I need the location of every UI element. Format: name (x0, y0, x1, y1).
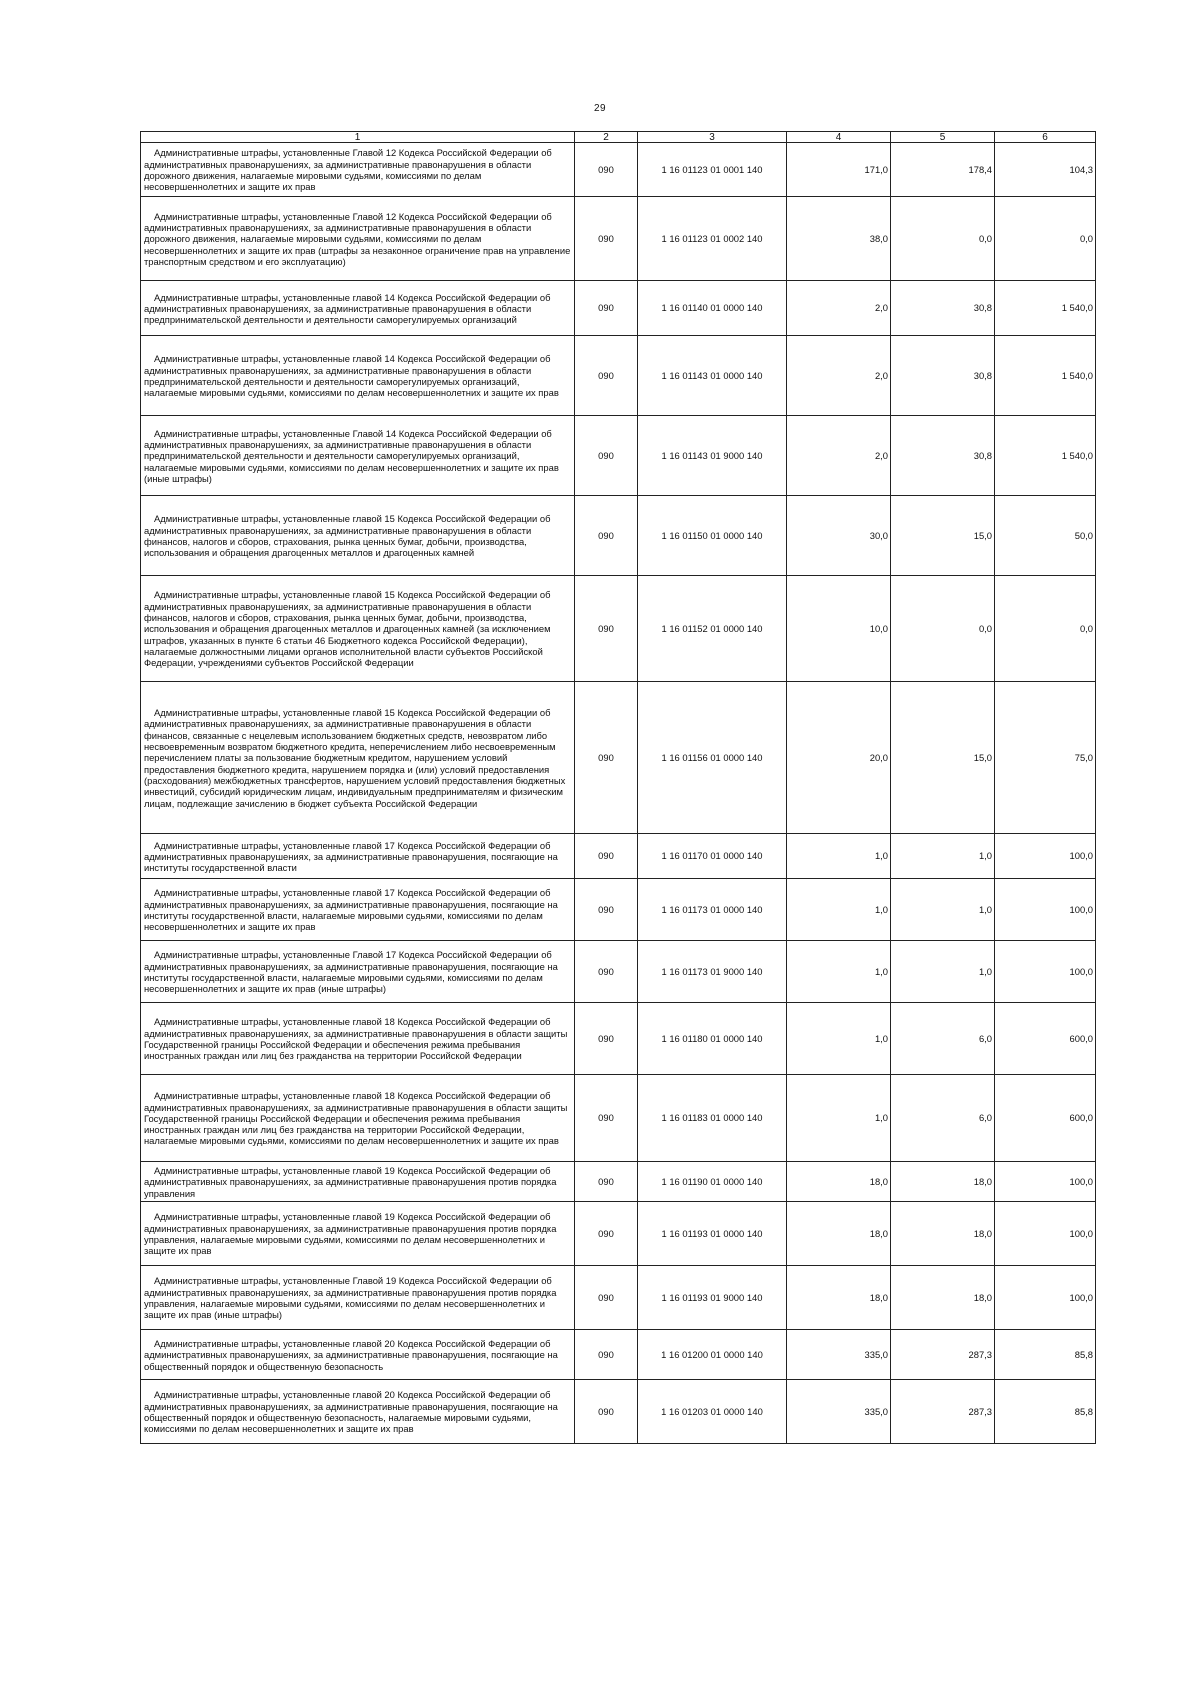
row-value-col4-text: 20,0 (869, 751, 888, 763)
row-value-col6 (995, 1003, 1096, 1075)
row-description (141, 834, 575, 879)
row-budget-code (638, 879, 787, 941)
row-value-col6-text: 600,0 (1069, 1032, 1093, 1044)
table-row (141, 682, 1096, 834)
revenue-table (140, 131, 1096, 1444)
row-description (141, 416, 575, 496)
row-value-col5 (891, 682, 995, 834)
table-header-row (141, 132, 1096, 143)
row-value-col6-text: 0,0 (1079, 622, 1093, 634)
row-value-col4-text: 18,0 (869, 1227, 888, 1239)
row-description-text: Административные штрафы, установленные главой 18 Кодекса Российской Федерации об административных правонарушениях, за административные правонарушения в области защиты Государственной границы Российской Федерации и обеспечения режима пребывания иностранных граждан или лиц без гражданства на территории Российской Федерации (144, 1016, 568, 1062)
row-value-col6 (995, 143, 1096, 197)
row-value-col4 (787, 1202, 891, 1266)
row-description (141, 1380, 575, 1444)
row-value-col4 (787, 336, 891, 416)
row-value-col4-text: 2,0 (874, 302, 888, 314)
row-admin-code (575, 416, 638, 496)
column-header-6: 6 (995, 132, 1096, 143)
row-value-col4-text: 10,0 (869, 622, 888, 634)
row-value-col6-text: 75,0 (1074, 751, 1093, 763)
row-value-col6-text: 100,0 (1069, 965, 1093, 977)
row-value-col5-text: 6,0 (978, 1112, 992, 1124)
row-value-col5-text: 18,0 (973, 1175, 992, 1187)
row-budget-code-text: 1 16 01180 01 0000 140 (661, 1032, 763, 1044)
row-description (141, 197, 575, 281)
row-admin-code-text: 090 (598, 449, 614, 461)
row-admin-code (575, 336, 638, 416)
row-admin-code (575, 1380, 638, 1444)
row-value-col4-text: 335,0 (864, 1348, 888, 1360)
row-value-col6 (995, 496, 1096, 576)
table-row (141, 1266, 1096, 1330)
row-value-col5-text: 15,0 (973, 751, 992, 763)
row-admin-code-text: 090 (598, 1112, 614, 1124)
row-budget-code-text: 1 16 01173 01 0000 140 (661, 903, 763, 915)
row-value-col4-text: 1,0 (874, 1112, 888, 1124)
row-budget-code-text: 1 16 01170 01 0000 140 (661, 850, 763, 862)
row-budget-code (638, 496, 787, 576)
row-value-col4 (787, 143, 891, 197)
row-description-text: Административные штрафы, установленные главой 19 Кодекса Российской Федерации об административных правонарушениях, за административные правонарушения против порядка управления, налагаемые мировыми судьями, комиссиями по делам несовершеннолетних и защите их прав (144, 1211, 557, 1257)
row-budget-code (638, 834, 787, 879)
row-value-col4 (787, 1266, 891, 1330)
page-number: 29 (593, 103, 607, 114)
row-admin-code-text: 090 (598, 1405, 614, 1417)
row-budget-code (638, 143, 787, 197)
row-budget-code (638, 1266, 787, 1330)
row-admin-code (575, 682, 638, 834)
row-admin-code (575, 143, 638, 197)
row-budget-code-text: 1 16 01200 01 0000 140 (661, 1348, 763, 1360)
row-admin-code (575, 941, 638, 1003)
row-value-col4-text: 18,0 (869, 1291, 888, 1303)
row-value-col5-text: 0,0 (978, 232, 992, 244)
table-row (141, 1075, 1096, 1162)
row-description-text: Административные штрафы, установленные главой 19 Кодекса Российской Федерации об административных правонарушениях, за административные правонарушения против порядка управления (144, 1165, 557, 1199)
row-budget-code-text: 1 16 01123 01 0001 140 (661, 163, 763, 175)
row-description (141, 1003, 575, 1075)
row-description-text: Административные штрафы, установленные Главой 14 Кодекса Российской Федерации об административных правонарушениях, за административные правонарушения в области предпринимательской деятельности и деятельности саморегулируемых организаций, налагаемые мировыми судьями, комиссиями по делам несовершеннолетних и защите их прав (иные штрафы) (144, 427, 559, 484)
row-value-col5 (891, 197, 995, 281)
row-value-col6-text: 1 540,0 (1061, 449, 1093, 461)
row-value-col6 (995, 1330, 1096, 1380)
row-admin-code-text: 090 (598, 1032, 614, 1044)
row-value-col6-text: 100,0 (1069, 1175, 1093, 1187)
row-budget-code (638, 682, 787, 834)
row-admin-code-text: 090 (598, 369, 614, 381)
row-value-col5-text: 18,0 (973, 1291, 992, 1303)
row-description-text: Административные штрафы, установленные главой 15 Кодекса Российской Федерации об административных правонарушениях, за административные правонарушения в области финансов, связанные с нецелевым использованием бюджетных средств, невозвратом либо несвоевременным возвратом бюджетного кредита, неперечислением либо несвоевременным перечислением платы за пользование бюджетным кредитом, нарушением условий предоставления бюджетного кредита, нарушением порядка и (или) условий предоставления (расходования) межбюджетных трансфертов, нарушением условий предоставления бюджетных инвестиций, субсидий юридическим лицам, индивидуальным предпринимателям и физическим лицам, подлежащие зачислению в бюджет субъекта Российской Федерации (144, 707, 566, 809)
row-admin-code-text: 090 (598, 622, 614, 634)
row-description-text: Административные штрафы, установленные главой 15 Кодекса Российской Федерации об административных правонарушениях, за административные правонарушения в области финансов, налогов и сборов, страхования, рынка ценных бумаг, добычи, производства, использования и обращения драгоценных металлов и драгоценных камней (144, 513, 551, 559)
row-budget-code (638, 1003, 787, 1075)
row-value-col4-text: 38,0 (869, 232, 888, 244)
table-row (141, 197, 1096, 281)
table-row (141, 1380, 1096, 1444)
row-description-text: Административные штрафы, установленные главой 18 Кодекса Российской Федерации об административных правонарушениях, за административные правонарушения в области защиты Государственной границы Российской Федерации и обеспечения режима пребывания иностранных граждан или лиц без гражданства на территории Российской Федерации, налагаемые мировыми судьями, комиссиями по делам несовершеннолетних и защите их прав (144, 1090, 568, 1147)
row-admin-code-text: 090 (598, 1175, 614, 1187)
row-budget-code (638, 336, 787, 416)
row-value-col5 (891, 1330, 995, 1380)
table-row (141, 1162, 1096, 1202)
row-admin-code (575, 1330, 638, 1380)
row-value-col4 (787, 281, 891, 336)
row-value-col6 (995, 197, 1096, 281)
row-value-col5-text: 1,0 (978, 903, 992, 915)
row-budget-code-text: 1 16 01152 01 0000 140 (661, 622, 763, 634)
row-value-col4-text: 171,0 (864, 163, 888, 175)
row-description (141, 496, 575, 576)
row-description (141, 143, 575, 197)
row-admin-code (575, 1075, 638, 1162)
table-row (141, 1330, 1096, 1380)
row-admin-code-text: 090 (598, 751, 614, 763)
row-value-col5-text: 1,0 (978, 850, 992, 862)
row-admin-code-text: 090 (598, 163, 614, 175)
row-budget-code-text: 1 16 01140 01 0000 140 (661, 302, 763, 314)
row-budget-code (638, 1202, 787, 1266)
row-value-col6 (995, 416, 1096, 496)
row-value-col4 (787, 1003, 891, 1075)
row-description (141, 941, 575, 1003)
row-value-col6 (995, 281, 1096, 336)
row-description (141, 1162, 575, 1202)
row-admin-code (575, 1266, 638, 1330)
row-value-col6-text: 104,3 (1069, 163, 1093, 175)
row-description-text: Административные штрафы, установленные главой 20 Кодекса Российской Федерации об административных правонарушениях, за административные правонарушения, посягающие на общественный порядок и общественную безопасность, налагаемые мировыми судьями, комиссиями по делам несовершеннолетних и защите их прав (144, 1389, 558, 1435)
row-value-col6-text: 600,0 (1069, 1112, 1093, 1124)
row-description-text: Административные штрафы, установленные Главой 12 Кодекса Российской Федерации об административных правонарушениях, за административные правонарушения в области дорожного движения, налагаемые мировыми судьями, комиссиями по делам несовершеннолетних и защите их прав (штрафы за незаконное ограничение прав на управление транспортным средством и его эксплуатацию) (144, 210, 571, 267)
row-value-col5-text: 0,0 (978, 622, 992, 634)
row-description-text: Административные штрафы, установленные главой 14 Кодекса Российской Федерации об административных правонарушениях, за административные правонарушения в области предпринимательской деятельности и деятельности саморегулируемых организаций (144, 291, 551, 326)
row-value-col5-text: 15,0 (973, 529, 992, 541)
row-budget-code-text: 1 16 01193 01 9000 140 (661, 1291, 763, 1303)
row-value-col5 (891, 281, 995, 336)
row-budget-code (638, 416, 787, 496)
table-body (141, 143, 1096, 1444)
row-budget-code (638, 197, 787, 281)
row-value-col6 (995, 336, 1096, 416)
row-admin-code-text: 090 (598, 1227, 614, 1239)
table-row (141, 336, 1096, 416)
row-value-col5-text: 30,8 (973, 302, 992, 314)
row-description (141, 281, 575, 336)
row-value-col4-text: 1,0 (874, 850, 888, 862)
row-description-text: Административные штрафы, установленные главой 17 Кодекса Российской Федерации об административных правонарушениях, за административные правонарушения, посягающие на институты государственной власти, налагаемые мировыми судьями, комиссиями по делам несовершеннолетних и защите их прав (144, 887, 558, 933)
row-value-col5 (891, 336, 995, 416)
row-value-col4-text: 1,0 (874, 903, 888, 915)
row-value-col6-text: 85,8 (1074, 1348, 1093, 1360)
row-value-col4 (787, 416, 891, 496)
row-value-col5 (891, 941, 995, 1003)
column-header-4: 4 (787, 132, 891, 143)
row-admin-code-text: 090 (598, 1291, 614, 1303)
row-value-col5 (891, 143, 995, 197)
table-row (141, 1202, 1096, 1266)
row-value-col5-text: 1,0 (978, 965, 992, 977)
row-value-col6 (995, 941, 1096, 1003)
row-value-col4 (787, 1330, 891, 1380)
row-budget-code (638, 1330, 787, 1380)
row-value-col6 (995, 1380, 1096, 1444)
row-value-col5 (891, 879, 995, 941)
row-description (141, 1266, 575, 1330)
row-description-text: Административные штрафы, установленные Главой 19 Кодекса Российской Федерации об административных правонарушениях, за административные правонарушения против порядка управления, налагаемые мировыми судьями, комиссиями по делам несовершеннолетних и защите их прав (иные штрафы) (144, 1275, 557, 1321)
table-row (141, 416, 1096, 496)
row-value-col4 (787, 941, 891, 1003)
row-admin-code (575, 281, 638, 336)
row-description (141, 879, 575, 941)
row-value-col6-text: 1 540,0 (1061, 302, 1093, 314)
row-admin-code (575, 496, 638, 576)
row-admin-code-text: 090 (598, 232, 614, 244)
row-description-text: Административные штрафы, установленные Главой 17 Кодекса Российской Федерации об административных правонарушениях, за административные правонарушения, посягающие на институты государственной власти, налагаемые мировыми судьями, комиссиями по делам несовершеннолетних и защите их прав (иные штрафы) (144, 949, 558, 995)
row-description (141, 1330, 575, 1380)
row-budget-code-text: 1 16 01193 01 0000 140 (661, 1227, 763, 1239)
row-admin-code-text: 090 (598, 302, 614, 314)
row-value-col6 (995, 1075, 1096, 1162)
row-value-col6-text: 85,8 (1074, 1405, 1093, 1417)
row-value-col5 (891, 834, 995, 879)
row-description-text: Административные штрафы, установленные главой 20 Кодекса Российской Федерации об административных правонарушениях, за административные правонарушения, посягающие на общественный порядок и общественную безопасность (144, 1338, 558, 1372)
row-description (141, 336, 575, 416)
table-row (141, 496, 1096, 576)
table-row (141, 1003, 1096, 1075)
table-row (141, 879, 1096, 941)
row-admin-code-text: 090 (598, 850, 614, 862)
row-admin-code (575, 197, 638, 281)
row-value-col5 (891, 1075, 995, 1162)
row-value-col5 (891, 1266, 995, 1330)
row-value-col6 (995, 1202, 1096, 1266)
row-budget-code (638, 281, 787, 336)
row-value-col5 (891, 1003, 995, 1075)
row-value-col4 (787, 576, 891, 682)
row-value-col4 (787, 1162, 891, 1202)
row-value-col4 (787, 1075, 891, 1162)
row-value-col4-text: 2,0 (874, 369, 888, 381)
row-value-col4-text: 30,0 (869, 529, 888, 541)
row-admin-code (575, 879, 638, 941)
row-admin-code-text: 090 (598, 529, 614, 541)
row-description-text: Административные штрафы, установленные главой 14 Кодекса Российской Федерации об административных правонарушениях, за административные правонарушения в области предпринимательской деятельности и деятельности саморегулируемых организаций, налагаемые мировыми судьями, комиссиями по делам несовершеннолетних и защите их прав (144, 353, 559, 399)
row-value-col5-text: 30,8 (973, 369, 992, 381)
row-admin-code-text: 090 (598, 1348, 614, 1360)
row-value-col6 (995, 1162, 1096, 1202)
table-row (141, 576, 1096, 682)
row-value-col5 (891, 496, 995, 576)
row-value-col6-text: 50,0 (1074, 529, 1093, 541)
row-value-col6 (995, 879, 1096, 941)
row-description-text: Административные штрафы, установленные главой 17 Кодекса Российской Федерации об административных правонарушениях, за административные правонарушения, посягающие на институты государственной власти (144, 839, 558, 874)
row-value-col4 (787, 197, 891, 281)
row-value-col5 (891, 1380, 995, 1444)
row-description (141, 682, 575, 834)
row-description (141, 1202, 575, 1266)
row-value-col4 (787, 682, 891, 834)
revenue-table-container (140, 131, 1093, 1444)
row-value-col5-text: 287,3 (968, 1348, 992, 1360)
row-admin-code (575, 576, 638, 682)
row-value-col6-text: 1 540,0 (1061, 369, 1093, 381)
row-value-col4-text: 2,0 (874, 449, 888, 461)
row-value-col5-text: 6,0 (978, 1032, 992, 1044)
row-value-col5 (891, 1162, 995, 1202)
row-budget-code-text: 1 16 01123 01 0002 140 (661, 232, 763, 244)
row-description (141, 1075, 575, 1162)
row-budget-code-text: 1 16 01173 01 9000 140 (661, 965, 763, 977)
row-value-col6-text: 100,0 (1069, 903, 1093, 915)
row-value-col6 (995, 682, 1096, 834)
row-admin-code-text: 090 (598, 965, 614, 977)
row-admin-code (575, 1162, 638, 1202)
row-value-col5-text: 18,0 (973, 1227, 992, 1239)
row-budget-code-text: 1 16 01183 01 0000 140 (661, 1112, 763, 1124)
table-row (141, 143, 1096, 197)
row-value-col6-text: 100,0 (1069, 1291, 1093, 1303)
table-row (141, 281, 1096, 336)
row-value-col5 (891, 1202, 995, 1266)
row-admin-code (575, 834, 638, 879)
table-row (141, 834, 1096, 879)
row-budget-code-text: 1 16 01156 01 0000 140 (661, 751, 763, 763)
row-description-text: Административные штрафы, установленные главой 15 Кодекса Российской Федерации об административных правонарушениях, за административные правонарушения в области финансов, налогов и сборов, страхования, рынка ценных бумаг, добычи, производства, использования и обращения драгоценных металлов и драгоценных камней (за исключением штрафов, указанных в пункте 6 статьи 46 Бюджетного кодекса Российской Федерации), налагаемые должностными лицами органов исполнительной власти субъектов Российской Федерации, учреждениями субъектов Российской Федерации (144, 589, 551, 669)
row-budget-code (638, 1162, 787, 1202)
column-header-1: 1 (141, 132, 575, 143)
row-value-col4-text: 1,0 (874, 965, 888, 977)
row-value-col4 (787, 879, 891, 941)
column-header-5: 5 (891, 132, 995, 143)
row-budget-code-text: 1 16 01150 01 0000 140 (661, 529, 763, 541)
row-budget-code (638, 1380, 787, 1444)
row-budget-code (638, 1075, 787, 1162)
row-value-col4-text: 1,0 (874, 1032, 888, 1044)
row-value-col6 (995, 834, 1096, 879)
row-budget-code-text: 1 16 01203 01 0000 140 (661, 1405, 763, 1417)
row-value-col5 (891, 416, 995, 496)
column-header-3: 3 (638, 132, 787, 143)
table-row (141, 941, 1096, 1003)
row-admin-code (575, 1202, 638, 1266)
row-description-text: Административные штрафы, установленные Главой 12 Кодекса Российской Федерации об административных правонарушениях, за административные правонарушения в области дорожного движения, налагаемые мировыми судьями, комиссиями по делам несовершеннолетних и защите их прав (144, 147, 552, 193)
row-description (141, 576, 575, 682)
row-value-col6 (995, 576, 1096, 682)
row-value-col6 (995, 1266, 1096, 1330)
row-value-col4-text: 335,0 (864, 1405, 888, 1417)
row-admin-code-text: 090 (598, 903, 614, 915)
row-value-col4 (787, 1380, 891, 1444)
row-value-col5-text: 287,3 (968, 1405, 992, 1417)
row-value-col5-text: 30,8 (973, 449, 992, 461)
row-value-col4 (787, 496, 891, 576)
row-value-col5-text: 178,4 (968, 163, 992, 175)
row-value-col4-text: 18,0 (869, 1175, 888, 1187)
row-budget-code-text: 1 16 01143 01 0000 140 (661, 369, 763, 381)
row-value-col6-text: 100,0 (1069, 850, 1093, 862)
row-value-col6-text: 0,0 (1079, 232, 1093, 244)
column-header-2: 2 (575, 132, 638, 143)
row-budget-code-text: 1 16 01190 01 0000 140 (661, 1175, 763, 1187)
row-value-col5 (891, 576, 995, 682)
row-admin-code (575, 1003, 638, 1075)
row-value-col6-text: 100,0 (1069, 1227, 1093, 1239)
row-budget-code (638, 576, 787, 682)
row-budget-code (638, 941, 787, 1003)
row-value-col4 (787, 834, 891, 879)
row-budget-code-text: 1 16 01143 01 9000 140 (661, 449, 763, 461)
